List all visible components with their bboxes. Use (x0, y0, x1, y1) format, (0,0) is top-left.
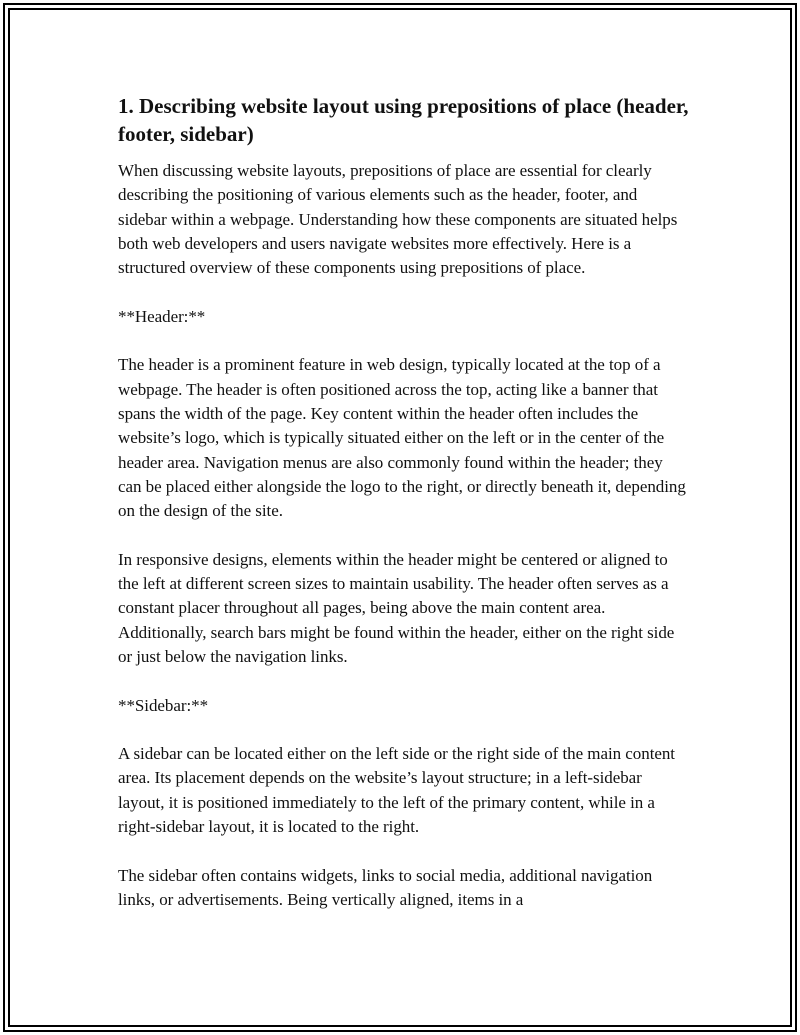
sidebar-paragraph-1: A sidebar can be located either on the left side or the right side of the main content area. Its placement depends on the website’s layout structure; in a left-sidebar layout, it is positioned immediately to the left of the primary content, while in a right-sidebar layout, it is located to the right. (118, 744, 675, 837)
header-subheading: **Header:** (118, 306, 206, 326)
intro-paragraph: When discussing website layouts, prepositions of place are essential for clearly describing the positioning of various elements such as the header, footer, and sidebar within a webpage. Understanding how these components are situated helps both web developers and users navigate websites more effectively. Here is a structured overview of these components using prepositions of place. (118, 161, 678, 278)
document-body (118, 92, 690, 937)
header-paragraph-2: In responsive designs, elements within the header might be centered or aligned to the left at different screen sizes to maintain usability. The header often serves as a constant placer throughout all pages, being above the main content area. Additionally, search bars might be found within the header, either on the right side or just below the navigation links. (118, 549, 675, 666)
header-paragraph-1: The header is a prominent feature in web design, typically located at the top of a webpage. The header is often positioned across the top, acting like a banner that spans the width of the page. Key content within the header often includes the website’s logo, which is typically situated either on the left or in the center of the header area. Navigation menus are also commonly found within the header; they can be placed either alongside the logo to the right, or directly beneath it, depending on the design of the site. (118, 355, 686, 521)
sidebar-paragraph-2: The sidebar often contains widgets, links to social media, additional navigation links, or advertisements. Being vertically aligned, items in a (118, 865, 653, 909)
sidebar-subheading: **Sidebar:** (118, 695, 209, 715)
section-title: 1. Describing website layout using prepositions of place (header, footer, sidebar) (118, 94, 689, 146)
